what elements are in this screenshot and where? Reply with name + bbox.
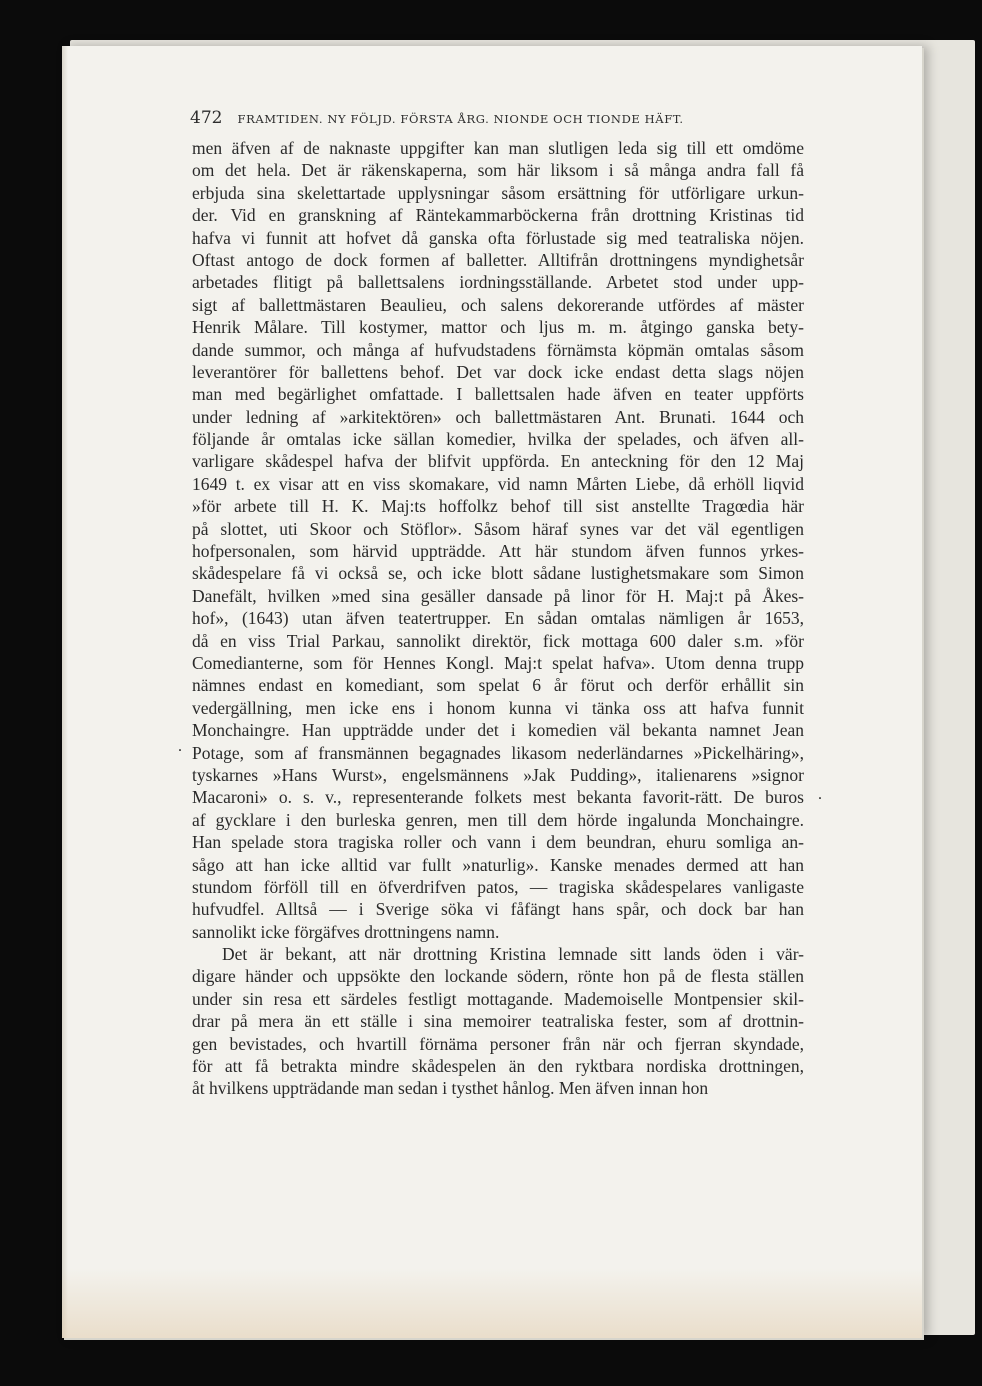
text-line: gen bevistades, och hvartill förnäma personer från när och fjerran skyndade, (192, 1033, 804, 1054)
text-line: hafva vi funnit att hofvet då ganska ofta förlustade sig med teatraliska nöjen. (192, 227, 804, 248)
text-line: »för arbete till H. K. Maj:ts hoffolkz behof till sist anstellte Tragœdia här (192, 496, 804, 517)
body-text (192, 137, 804, 1100)
margin-mark: . (178, 738, 182, 755)
text-line: Potage, som af fransmännen begagnades likasom nederländarnes »Pickelhäring», (192, 742, 804, 763)
text-line: skådespelare få vi också se, och icke blott sådane lustighetsmakare som Simon (192, 563, 804, 584)
text-line: hufvudfel. Alltså — i Sverige söka vi fåfängt hans spår, och dock bar han (192, 899, 804, 920)
text-line: arbetades flitigt på ballettsalens iordningsställande. Arbetet stod under upp- (192, 272, 804, 293)
text-line: sannolikt icke förgäfves drottningens namn. (192, 921, 500, 942)
text-line: Danefält, hvilken »med sina gesäller dansade på linor för H. Maj:t på Åkes- (192, 585, 804, 606)
text-line: om det hela. Det är räkenskaperna, som här liksom i så många andra fall få (192, 160, 804, 181)
page-number: 472 (190, 108, 223, 128)
page-stain (62, 1268, 922, 1338)
text-line: tyskarnes »Hans Wurst», engelsmännens »Jak Pudding», italienarens »signor (192, 764, 804, 785)
text-line: för att få betrakta mindre skådespelen än den ryktbara nordiska drottningen, (192, 1056, 804, 1077)
text-line: varligare skådespel hafva der blifvit uppförda. En anteckning för den 12 Maj (192, 451, 804, 472)
text-line: under sin resa ett särdeles festligt mottagande. Mademoiselle Montpensier skil- (192, 988, 804, 1009)
text-line: Macaroni» o. s. v., representerande folkets mest bekanta favorit-rätt. De buros (192, 787, 804, 808)
text-line: hofpersonalen, som härvid uppträdde. Att här stundom äfven funnos yrkes- (192, 541, 804, 562)
text-line: vedergällning, men icke ens i honom kunna vi tänka oss att hafva funnit (192, 697, 804, 718)
text-line: 1649 t. ex visar att en viss skomakare, vid namn Mårten Liebe, då erhöll liqvid (192, 473, 804, 494)
text-line: Comedianterne, som för Hennes Kongl. Maj:t spelat hafva». Utom denna trupp (192, 652, 804, 673)
text-line: stundom förföll till en öfverdrifven patos, — tragiska skådespelares vanligaste (192, 876, 804, 897)
page-fold-shadow (62, 46, 68, 1338)
text-line: leverantörer för ballettens behof. Det var dock icke endast detta slags nöjen (192, 361, 804, 382)
text-line: följande år omtalas icke sällan komedier, hvilka der spelades, och äfven all- (192, 429, 804, 450)
text-line: Oftast antogo de dock formen af balletter. Alltifrån drottningens myndighetsår (192, 249, 804, 270)
text-line: sigt af ballettmästaren Beaulieu, och salens dekorerande utfördes af mäster (192, 294, 804, 315)
text-line: då en viss Trial Parkau, sannolikt direktör, fick mottaga 600 daler s.m. »för (192, 630, 804, 651)
margin-mark: . (818, 786, 822, 803)
text-line: under ledning af »arkitektören» och ballettmästaren Ant. Brunati. 1644 och (192, 406, 804, 427)
text-line: af gycklare i den burleska genren, men till dem hörde ingalunda Monchaingre. (192, 809, 804, 830)
text-line: der. Vid en granskning af Räntekammarböckerna från drottning Kristinas tid (192, 205, 804, 226)
text-line: åt hvilkens uppträdande man sedan i tysthet hånlog. Men äfven innan hon (192, 1078, 709, 1099)
text-line: dande summor, och många af hufvudstadens förnämsta köpmän omtalas såsom (192, 339, 804, 360)
text-line: drar på mera än ett ställe i sina memoirer teatraliska fester, som af drottnin- (192, 1011, 804, 1032)
text-line: sågo att han icke alltid var fullt »naturlig». Kanske menades dermed att han (192, 854, 804, 875)
text-line: man med begärlighet omfattade. I ballettsalen hade äfven en teater uppförts (192, 384, 804, 405)
text-line: Det är bekant, att när drottning Kristina lemnade sitt lands öden i vär- (222, 944, 804, 965)
text-line: på slottet, uti Skoor och Stöflor». Såsom häraf synes var det väl egentligen (192, 518, 804, 539)
running-header (190, 108, 810, 132)
text-line: nämnes endast en komediant, som spelat 6 år förut och derför erhållit sin (192, 675, 804, 696)
text-line: hof», (1643) utan äfven teatertrupper. En sådan omtalas nämligen år 1653, (192, 608, 804, 629)
text-line: erbjuda sina skelettartade upplysningar såsom ersättning för utförligare urkun- (192, 182, 804, 203)
text-line: digare händer och uppsökte den lockande södern, rönte hon på de flesta ställen (192, 966, 804, 987)
text-line: Han spelade stora tragiska roller och vann i dem beundran, ehuru somliga an- (192, 832, 804, 853)
running-title: FRAMTIDEN. NY FÖLJD. FÖRSTA ÅRG. NIONDE OCH TIONDE HÄFT. (237, 112, 684, 126)
text-line: Henrik Målare. Till kostymer, mattor och ljus m. m. åtgingo ganska bety- (192, 317, 804, 338)
text-line: men äfven af de naknaste uppgifter kan man slutligen leda sig till ett omdöme (192, 138, 804, 158)
text-line: Monchaingre. Han uppträdde under det i komedien väl bekanta namnet Jean (192, 720, 804, 741)
